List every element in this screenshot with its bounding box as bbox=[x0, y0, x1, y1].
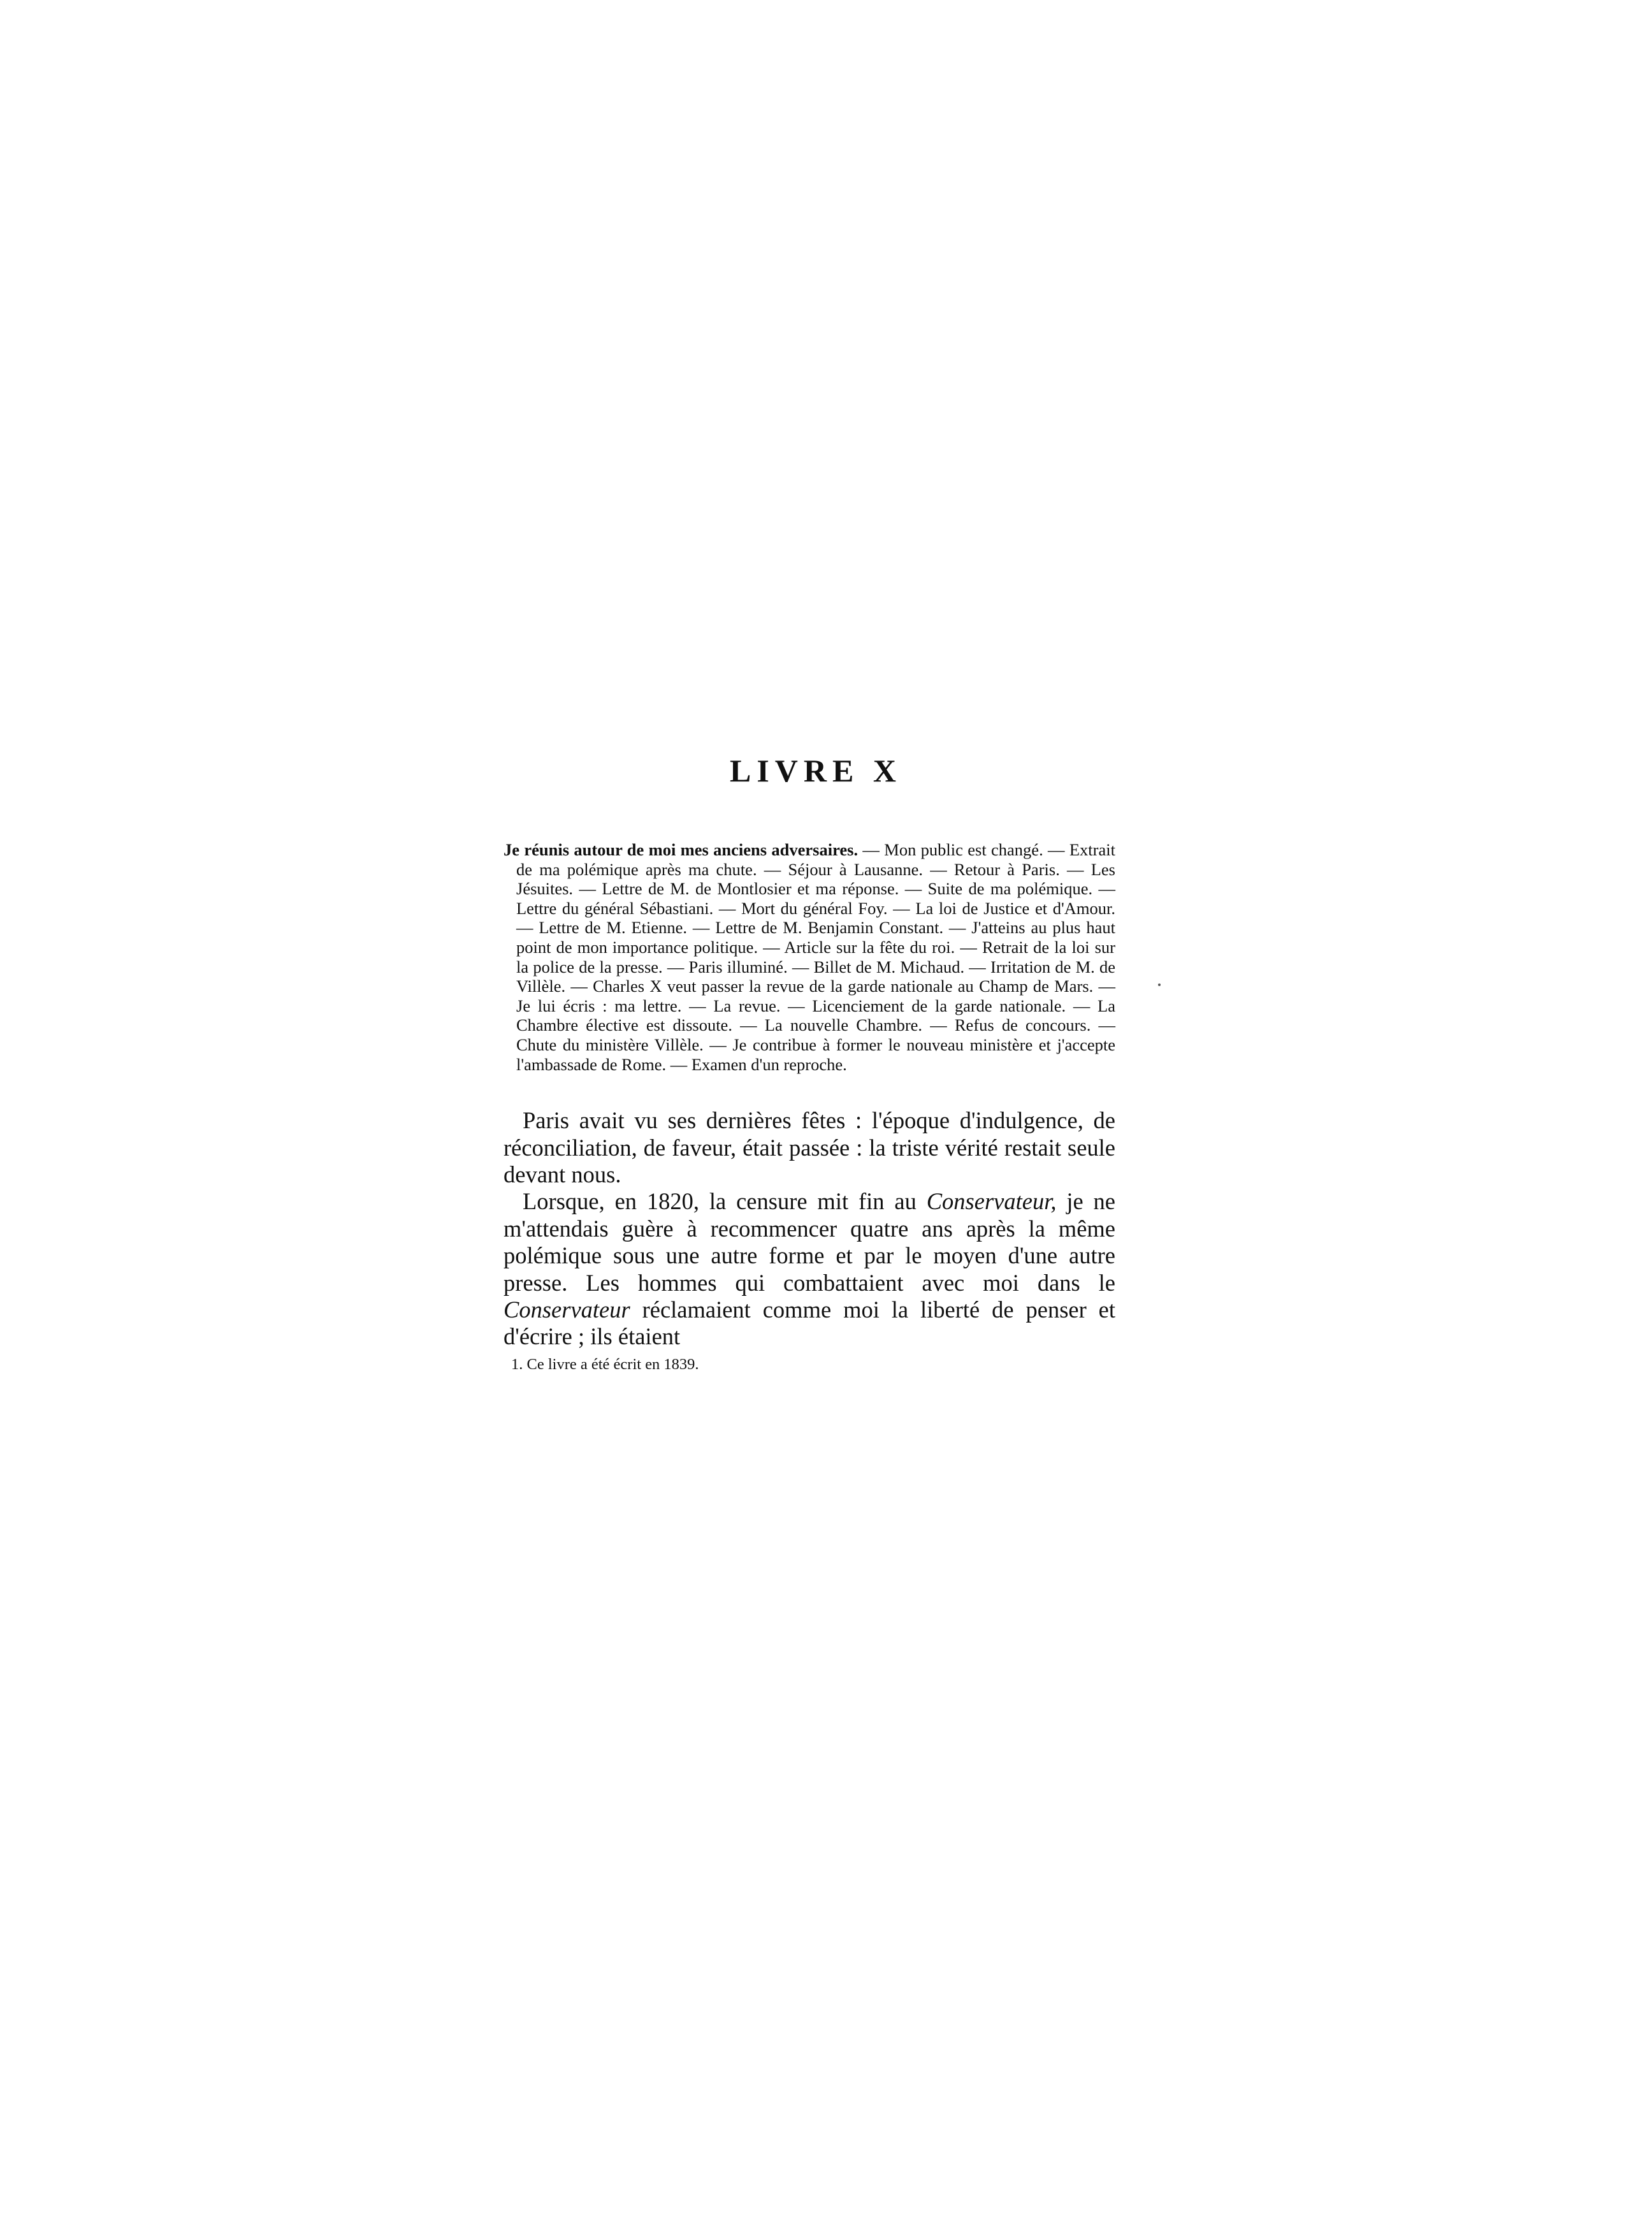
page-text-block bbox=[504, 752, 1115, 1374]
paragraph-2-middle: je ne m'attendais guère à recommencer quatre ans après la même polémique sous une autre forme et par le moyen d'une autre presse. Les hommes qui combattaient avec moi dans le bbox=[504, 1188, 1116, 1296]
summary-rest: — Mon public est changé. — Extrait de ma polémique après ma chute. — Séjour à Lausanne. — Retour à Paris. — Les Jésuites. — Lettre de M. de Montlosier et ma réponse. — Suite de ma polémique. — Lettre du général Sébastiani. — Mort du général Foy. — La loi de Justice et d'Amour. — Lettre de M. Etienne. — Lettre de M. Benjamin Constant. — J'atteins au plus haut point de mon importance politique. — Article sur la fête du roi. — Retrait de la loi sur la police de la presse. — Paris illuminé. — Billet de M. Michaud. — Irritation de M. de Villèle. — Charles X veut passer la revue de la garde nationale au Champ de Mars. — Je lui écris : ma lettre. — La revue. — Licenciement de la garde nationale. — La Chambre élective est dissoute. — La nouvelle Chambre. — Refus de concours. — Chute du ministère Villèle. — Je contribue à former le nouveau ministère et j'accepte l'ambassade de Rome. — Examen d'un reproche. bbox=[516, 840, 1115, 1074]
summary-lead: Je réunis autour de moi mes anciens adversaires. bbox=[504, 840, 859, 859]
footnote: 1. Ce livre a été écrit en 1839. bbox=[511, 1355, 699, 1373]
paragraph-2-start: Lorsque, en 1820, la censure mit fin au bbox=[523, 1188, 927, 1215]
paragraph-2-end: réclamaient comme moi la liberté de penser et d'écrire ; ils étaient bbox=[504, 1296, 1115, 1350]
scan-speck bbox=[1158, 984, 1161, 986]
body-text bbox=[504, 1107, 1115, 1351]
italic-title-2: Conservateur bbox=[504, 1296, 630, 1323]
body-paragraph-2 bbox=[504, 1188, 1115, 1350]
chapter-summary bbox=[504, 840, 1115, 1074]
body-paragraph-1: Paris avait vu ses dernières fêtes : l'époque d'indulgence, de réconciliation, de faveur, était passée : la triste vérité restait seule devant nous. bbox=[504, 1107, 1115, 1187]
italic-title-1: Conservateur, bbox=[926, 1188, 1057, 1215]
chapter-title: LIVRE X bbox=[730, 753, 902, 788]
